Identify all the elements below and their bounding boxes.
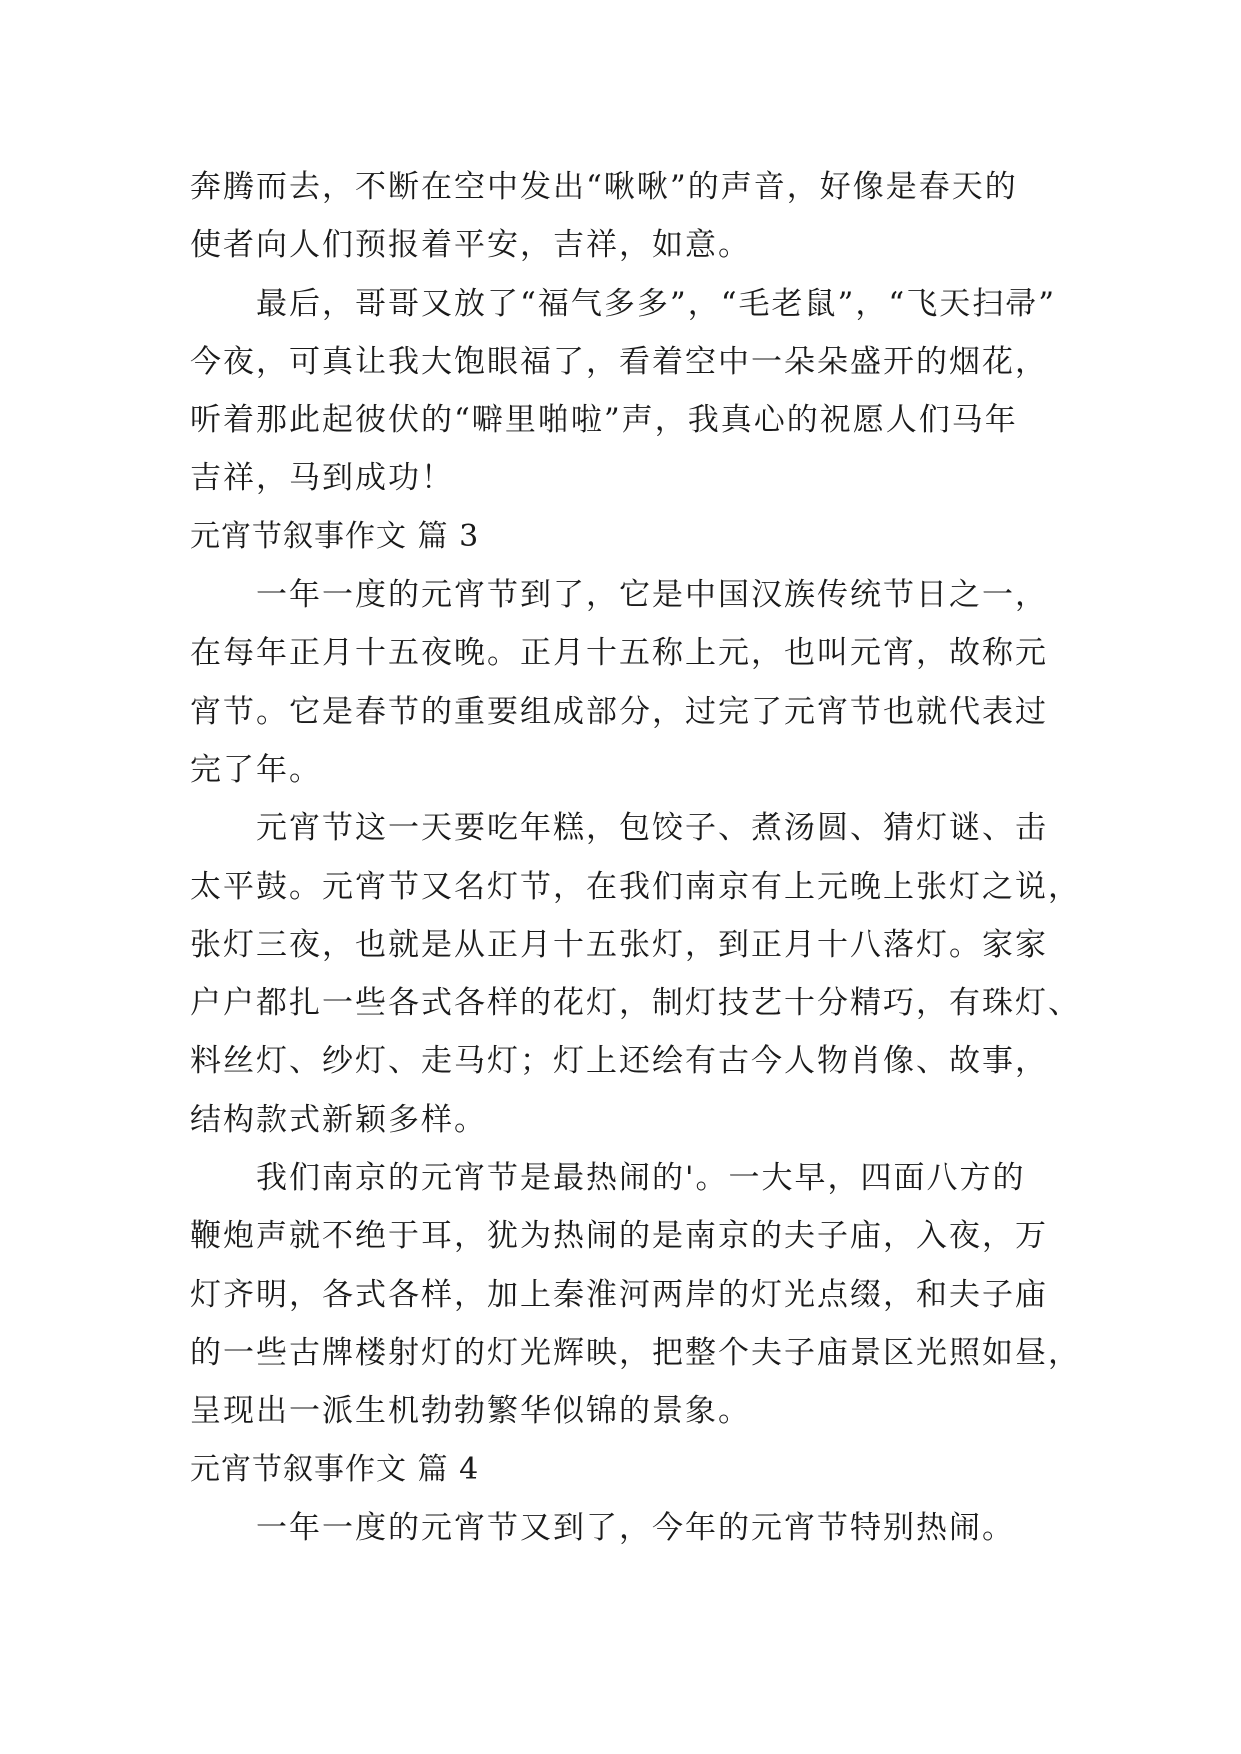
text-line: 我们南京的元宵节是最热闹的'。一大早，四面八方的 (256, 1160, 1026, 1197)
text-line: 在每年正月十五夜晚。正月十五称上元，也叫元宵，故称元 (190, 635, 1048, 672)
text-line: 完了年。 (190, 751, 322, 788)
text-line: 灯齐明，各式各样，加上秦淮河两岸的灯光点缀，和夫子庙 (190, 1276, 1048, 1313)
text-line: 的一些古牌楼射灯的灯光辉映，把整个夫子庙景区光照如昼， (190, 1334, 1081, 1371)
text-line: 使者向人们预报着平安，吉祥，如意。 (190, 227, 751, 264)
section-heading: 元宵节叙事作文 篇 4 (190, 1451, 480, 1487)
text-line: 吉祥，马到成功！ (190, 460, 454, 497)
text-line: 宵节。它是春节的重要组成部分，过完了元宵节也就代表过 (190, 693, 1048, 730)
text-line: 张灯三夜，也就是从正月十五张灯，到正月十八落灯。家家 (190, 926, 1048, 963)
text-line: 元宵节这一天要吃年糕，包饺子、煮汤圆、猜灯谜、击 (256, 810, 1048, 847)
text-line: 奔腾而去，不断在空中发出“啾啾”的声音，好像是春天的 (190, 169, 1018, 205)
document-body (190, 158, 1081, 1557)
text-line: 一年一度的元宵节到了，它是中国汉族传统节日之一， (256, 577, 1048, 614)
text-line: 一年一度的元宵节又到了，今年的元宵节特别热闹。 (256, 1509, 1015, 1546)
text-line: 户户都扎一些各式各样的花灯，制灯技艺十分精巧，有珠灯、 (190, 985, 1081, 1022)
text-line: 呈现出一派生机勃勃繁华似锦的景象。 (190, 1393, 751, 1430)
text-line: 鞭炮声就不绝于耳，犹为热闹的是南京的夫子庙，入夜，万 (190, 1218, 1048, 1255)
text-line: 结构款式新颖多样。 (190, 1101, 487, 1138)
text-line: 最后，哥哥又放了“福气多多”，“毛老鼠”，“飞天扫帚” (256, 285, 1057, 322)
text-line: 听着那此起彼伏的“噼里啪啦”声，我真心的祝愿人们马年 (190, 402, 1018, 439)
text-line: 今夜，可真让我大饱眼福了，看着空中一朵朵盛开的烟花， (190, 343, 1048, 380)
section-heading: 元宵节叙事作文 篇 3 (190, 518, 480, 554)
text-line: 太平鼓。元宵节又名灯节，在我们南京有上元晚上张灯之说， (190, 868, 1081, 905)
text-line: 料丝灯、纱灯、走马灯；灯上还绘有古今人物肖像、故事， (190, 1043, 1048, 1080)
